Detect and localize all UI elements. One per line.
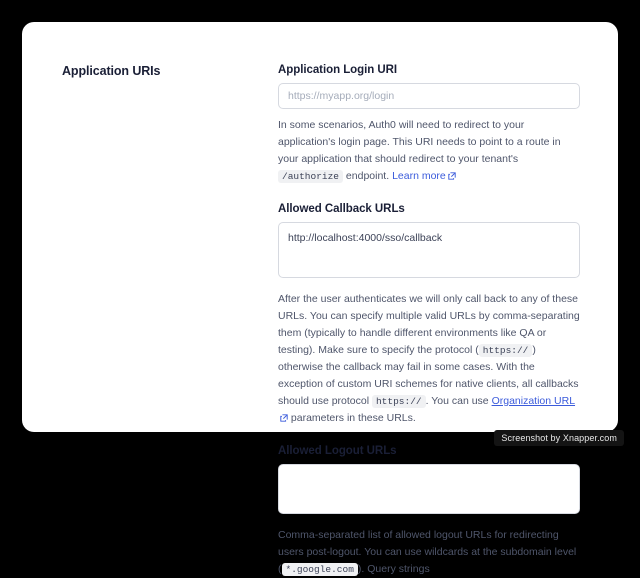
callback-help-text-3: . You can use xyxy=(425,395,492,407)
external-link-icon xyxy=(280,411,288,419)
callback-help-code-1: https:// xyxy=(479,344,533,357)
watermark-badge: Screenshot by Xnapper.com xyxy=(494,430,624,446)
learn-more-link[interactable]: Learn more xyxy=(392,170,446,182)
field-allowed-callback-urls xyxy=(278,203,580,427)
organization-url-link[interactable]: Organization URL xyxy=(491,395,576,407)
logout-help-text-2: ). Query strings xyxy=(357,563,430,575)
page-title: Application URIs xyxy=(62,64,161,78)
section-header-column xyxy=(42,48,278,432)
logout-help-text-1: Comma-separated list of allowed logout URLs for redirecting users post-logout. You can use wildcards at the subdomain level ( xyxy=(278,529,577,575)
login-uri-help xyxy=(278,117,580,185)
login-uri-input[interactable] xyxy=(278,83,580,109)
logout-urls-textarea[interactable] xyxy=(278,464,580,514)
login-uri-help-text-1: In some scenarios, Auth0 will need to redirect to your application's login page. This URI needs to point to a route in your application that should redirect to your tenant's xyxy=(278,119,561,165)
field-allowed-logout-urls xyxy=(278,445,580,578)
login-uri-help-code: /authorize xyxy=(278,170,343,183)
callback-urls-help xyxy=(278,291,580,427)
login-uri-label: Application Login URI xyxy=(278,64,398,76)
callback-help-code-2: https:// xyxy=(372,395,426,408)
callback-help-text-2: ) otherwise the callback may fail in some cases. With the exception of custom URI schemes for native clients, all callbacks should use protocol xyxy=(278,344,579,407)
callback-urls-textarea[interactable] xyxy=(278,222,580,278)
logout-urls-help xyxy=(278,527,580,578)
logout-urls-label: Allowed Logout URLs xyxy=(278,445,397,457)
login-uri-help-text-2: endpoint. xyxy=(343,170,393,182)
callback-help-text-1: After the user authenticates we will only call back to any of these URLs. You can specify multiple valid URLs by comma-separating them (typically to handle different environments like QA or testing). Make sure to specify the protocol ( xyxy=(278,293,580,356)
callback-help-text-4: parameters in these URLs. xyxy=(288,412,416,424)
external-link-icon xyxy=(448,169,456,177)
callback-urls-label: Allowed Callback URLs xyxy=(278,203,405,215)
logout-help-code: *.google.com xyxy=(282,563,358,576)
field-application-login-uri xyxy=(278,64,580,185)
